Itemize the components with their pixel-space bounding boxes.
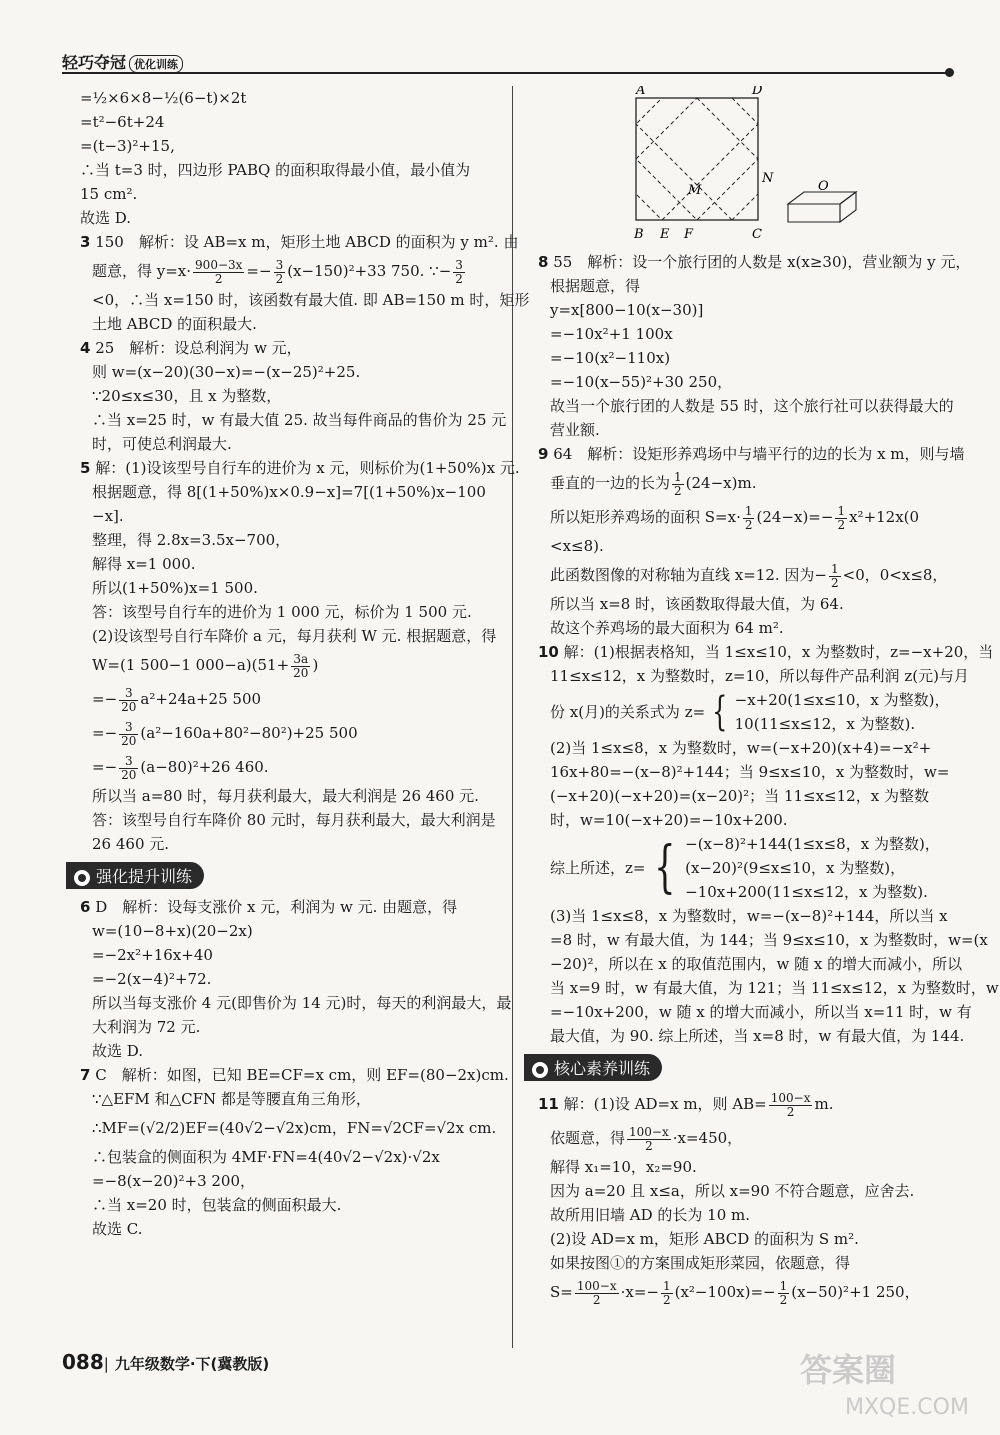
text-line: 所以(1+50%)x=1 500. bbox=[92, 579, 258, 597]
crown-icon bbox=[74, 870, 90, 886]
text-line: ∴当 x=20 时，包装盒的侧面积最大. bbox=[92, 1196, 342, 1214]
label-O: O bbox=[818, 179, 829, 194]
section-title: 核心素养训练 bbox=[554, 1059, 651, 1078]
numerator: 3 bbox=[275, 257, 284, 272]
text-line: 时，w=10(−x+20)=−10x+200. bbox=[550, 811, 788, 829]
square-outline bbox=[636, 98, 758, 220]
text-line: y=x[800−10(x−30)] bbox=[550, 301, 704, 319]
text-span: (24−x)m. bbox=[685, 474, 757, 492]
text-line: 故所用旧墙 AD 的长为 10 m. bbox=[550, 1206, 751, 1224]
piecewise-summary bbox=[550, 832, 958, 904]
label-N: N bbox=[762, 171, 774, 186]
dashed-folds bbox=[636, 98, 758, 220]
text-line: 故当一个旅行团的人数是 55 时，这个旅行社可以获得最大的 bbox=[550, 397, 954, 415]
crown-icon bbox=[532, 1062, 548, 1078]
denominator: 2 bbox=[674, 483, 682, 498]
fraction bbox=[661, 1280, 673, 1307]
numerator: 1 bbox=[674, 469, 682, 484]
text-line: 26 460 元. bbox=[92, 835, 170, 853]
numerator: 1 bbox=[779, 1278, 788, 1293]
text-span: (a−80)²+26 460. bbox=[140, 758, 269, 776]
question-11 bbox=[538, 1087, 958, 1309]
text-line: 解得 x₁=10，x₂=90. bbox=[550, 1158, 697, 1176]
numerator: 1 bbox=[662, 1278, 671, 1293]
text-line: 解得 x=1 000. bbox=[92, 555, 196, 573]
label-E: E bbox=[660, 227, 670, 242]
fraction bbox=[193, 259, 244, 286]
text-line: 故选 D. bbox=[80, 209, 132, 227]
section-title: 强化提升训练 bbox=[96, 867, 193, 886]
denominator: 2 bbox=[786, 1104, 795, 1119]
text-line: 整理，得 2.8x=3.5x−700， bbox=[92, 531, 291, 549]
book-title: 九年级数学·下(冀教版) bbox=[114, 1355, 270, 1373]
question-number: 5 bbox=[80, 459, 91, 477]
fraction bbox=[119, 721, 138, 748]
text-span: a²+24a+25 500 bbox=[140, 690, 262, 708]
label-M: M bbox=[688, 183, 702, 198]
text-line: 55 解析：设一个旅行团的人数是 x(x≥30)，营业额为 y 元， bbox=[553, 253, 971, 271]
denominator: 20 bbox=[121, 733, 137, 748]
text-line: (2)设该型号自行车降价 a 元，每月获利 W 元. 根据题意，得 bbox=[92, 627, 497, 645]
text-line: 所以当 x=8 时，该函数取得最大值，为 64. bbox=[550, 595, 844, 613]
text-line: w=(10−8+x)(20−2x) bbox=[92, 922, 253, 940]
text-span: ·x=− bbox=[620, 1283, 659, 1301]
text-line: −20)²，所以在 x 的取值范围内，w 随 x 的增大而减小，所以 bbox=[550, 955, 963, 973]
text-line: 所以当每支涨价 4 元(即售价为 14 元)时，每天的利润最大，最 bbox=[92, 994, 512, 1012]
question-5 bbox=[80, 456, 520, 856]
denominator: 2 bbox=[275, 271, 284, 286]
numerator: 3 bbox=[119, 755, 138, 769]
text-span: 题意，得 y=x· bbox=[92, 262, 192, 280]
text-span: =− bbox=[92, 758, 118, 776]
fraction bbox=[119, 755, 138, 782]
text-line: ∴MF=(√2/2)EF=(40√2−√2x)cm，FN=√2CF=√2x cm. bbox=[92, 1119, 497, 1137]
case-line: −10x+200(11≤x≤12，x 为整数). bbox=[685, 883, 928, 901]
text-line: 故这个养鸡场的最大面积为 64 m². bbox=[550, 619, 784, 637]
text-line: 150 解析：设 AB=x m，矩形土地 ABCD 的面积为 y m². 由 bbox=[95, 233, 519, 251]
text-line: =(t−3)²+15, bbox=[80, 137, 175, 155]
fraction bbox=[119, 687, 138, 714]
label-B: B bbox=[634, 227, 644, 242]
text-line: 25 解析：设总利润为 w 元， bbox=[95, 339, 302, 357]
text-line: ∴包装盒的侧面积为 4MF·FN=4(40√2−√2x)·√2x bbox=[92, 1148, 440, 1166]
text-line: 16x+80=−(x−8)²+144；当 9≤x≤10，x 为整数时，w= bbox=[550, 763, 950, 781]
right-column bbox=[538, 86, 999, 1309]
question-9 bbox=[538, 442, 965, 640]
footer-separator: | bbox=[103, 1355, 109, 1373]
section-banner-strengthen bbox=[66, 862, 204, 889]
piecewise-cases bbox=[685, 832, 940, 904]
fraction bbox=[453, 259, 465, 286]
text-line: 因为 a=20 且 x≤a，所以 x=90 不符合题意，应舍去. bbox=[550, 1182, 915, 1200]
numerator: 100−x bbox=[629, 1124, 669, 1139]
text-span: (x²−100x)=− bbox=[674, 1283, 776, 1301]
numerator: 3a bbox=[291, 653, 310, 667]
text-line: 如果按图①的方案围成矩形菜园，依题意，得 bbox=[550, 1254, 851, 1272]
numerator: 1 bbox=[744, 503, 753, 518]
text-line: ∵△EFM 和△CFN 都是等腰直角三角形， bbox=[92, 1090, 371, 1108]
denominator: 2 bbox=[645, 1138, 653, 1153]
fraction bbox=[291, 653, 310, 680]
page-header bbox=[62, 50, 952, 74]
fraction bbox=[829, 563, 841, 590]
denominator: 2 bbox=[592, 1292, 601, 1307]
text-line: −x]. bbox=[92, 507, 124, 525]
text-line: =−10x²+1 100x bbox=[550, 325, 673, 343]
piecewise-cases bbox=[735, 688, 950, 736]
header-rule bbox=[62, 72, 952, 74]
section-banner-core bbox=[524, 1054, 662, 1081]
case-line: −(x−8)²+144(1≤x≤8，x 为整数)， bbox=[685, 835, 940, 853]
numerator: 3 bbox=[119, 687, 138, 701]
text-span: (x−50)²+1 250， bbox=[791, 1283, 920, 1301]
question-7 bbox=[80, 1063, 509, 1241]
text-span: <0，0<x≤8， bbox=[842, 566, 948, 584]
text-line: =−10(x−55)²+30 250， bbox=[550, 373, 733, 391]
text-line: 64 解析：设矩形养鸡场中与墙平行的边的长为 x m，则与墙 bbox=[553, 445, 965, 463]
denominator: 2 bbox=[744, 517, 753, 532]
question-number: 3 bbox=[80, 233, 91, 251]
numerator: 100−x bbox=[576, 1278, 617, 1293]
fraction bbox=[769, 1092, 813, 1119]
text-line: D 解析：设每支涨价 x 元，利润为 w 元. 由题意，得 bbox=[95, 898, 458, 916]
text-span: 综上所述，z= bbox=[550, 859, 646, 877]
label-F: F bbox=[684, 227, 694, 242]
denominator: 20 bbox=[121, 699, 137, 714]
label-D: D bbox=[752, 86, 763, 98]
logo-text: 轻巧夺冠 bbox=[62, 53, 127, 72]
fraction bbox=[274, 259, 286, 286]
text-line: 土地 ABCD 的面积最大. bbox=[92, 315, 257, 333]
text-line: 根据题意，得 bbox=[550, 277, 641, 295]
denominator: 2 bbox=[837, 517, 846, 532]
fraction bbox=[835, 505, 847, 532]
denominator: 20 bbox=[293, 665, 309, 680]
geometry-figure bbox=[538, 86, 868, 246]
fraction bbox=[672, 471, 684, 498]
text-line: C 解析：如图，已知 BE=CF=x cm，则 EF=(80−2x)cm. bbox=[95, 1066, 509, 1084]
text-line: (2)设 AD=x m，矩形 ABCD 的面积为 S m². bbox=[550, 1230, 859, 1248]
watermark-url: MXQE.COM bbox=[845, 1395, 969, 1420]
text-line: 当 x=9 时，w 有最大值，为 121；当 11≤x≤12，x 为整数时，w bbox=[550, 979, 999, 997]
question-number: 9 bbox=[538, 445, 549, 463]
header-dot-icon bbox=[945, 68, 954, 77]
text-line: =−8(x−20)²+3 200， bbox=[92, 1172, 256, 1190]
case-line: 10(11≤x≤12，x 为整数). bbox=[734, 715, 916, 733]
question-number: 8 bbox=[538, 253, 549, 271]
text-line: <0，∴当 x=150 时，该函数有最大值. 即 AB=150 m 时，矩形 bbox=[92, 291, 530, 309]
denominator: 2 bbox=[831, 575, 839, 590]
numerator: 900−3x bbox=[195, 257, 243, 272]
question-number: 6 bbox=[80, 898, 91, 916]
question-3 bbox=[80, 230, 530, 336]
numerator: 3 bbox=[455, 257, 463, 272]
text-span: (x−150)²+33 750. ∵− bbox=[287, 262, 452, 280]
fraction bbox=[778, 1280, 790, 1307]
denominator: 2 bbox=[455, 271, 463, 286]
text-line: 时，可使总利润最大. bbox=[92, 435, 232, 453]
left-column bbox=[80, 86, 530, 1241]
text-line: =−2(x−4)²+72. bbox=[92, 970, 212, 988]
text-line: 解：(1)设该型号自行车的进价为 x 元，则标价为(1+50%)x 元. bbox=[95, 459, 520, 477]
text-line: (3)当 1≤x≤8，x 为整数时，w=−(x−8)²+144，所以当 x bbox=[550, 907, 948, 925]
numerator: 3 bbox=[119, 721, 138, 735]
question-number: 11 bbox=[538, 1095, 559, 1113]
denominator: 20 bbox=[121, 767, 137, 782]
numerator: 1 bbox=[837, 503, 846, 518]
text-line: 答：该型号自行车降价 80 元时，每月获利最大，最大利润是 bbox=[92, 811, 496, 829]
numerator: 100−x bbox=[770, 1090, 811, 1105]
text-line: 故选 C. bbox=[92, 1220, 143, 1238]
text-line: ∴当 t=3 时，四边形 PABQ 的面积取得最小值，最小值为 bbox=[80, 161, 471, 179]
text-span: ·x=450， bbox=[672, 1129, 743, 1147]
text-span: 此函数图像的对称轴为直线 x=12. 因为− bbox=[550, 566, 827, 584]
denominator: 2 bbox=[662, 1292, 671, 1307]
brace-icon: { bbox=[654, 835, 676, 900]
label-A: A bbox=[636, 86, 646, 98]
text-line: 答：该型号自行车的进价为 1 000 元，标价为 1 500 元. bbox=[92, 603, 472, 621]
question-10 bbox=[538, 640, 999, 1048]
text-span: 份 x(月)的关系式为 z= bbox=[550, 703, 706, 721]
page-number: 088 bbox=[62, 1350, 104, 1374]
text-line: =−10(x²−110x) bbox=[550, 349, 671, 367]
brand-logo bbox=[62, 50, 183, 73]
question-6 bbox=[80, 895, 512, 1063]
text-line: 11≤x≤12，x 为整数时，z=10，所以每件产品利润 z(元)与月 bbox=[550, 667, 969, 685]
text-line: =½×6×8−½(6−t)×2t bbox=[80, 89, 247, 107]
text-span: =− bbox=[92, 724, 118, 742]
text-line: 大利润为 72 元. bbox=[92, 1018, 201, 1036]
text-line: 营业额. bbox=[550, 421, 600, 439]
text-line: (−x+20)(−x+20)=(x−20)²；当 11≤x≤12，x 为整数 bbox=[550, 787, 929, 805]
text-line: ∵20≤x≤30，且 x 为整数， bbox=[92, 387, 282, 405]
text-line: 15 cm². bbox=[80, 185, 138, 203]
text-span: S= bbox=[550, 1283, 573, 1301]
fraction bbox=[743, 505, 755, 532]
case-line: −x+20(1≤x≤10，x 为整数)， bbox=[734, 691, 950, 709]
text-span: (a²−160a+80²−80²)+25 500 bbox=[140, 724, 358, 742]
page-footer bbox=[62, 1350, 269, 1374]
question-8 bbox=[538, 250, 971, 442]
text-line: 最大值，为 90. 综上所述，当 x=8 时，w 有最大值，为 144. bbox=[550, 1027, 965, 1045]
text-span: (24−x)=− bbox=[756, 508, 834, 526]
text-line: 所以当 a=80 时，每月获利最大，最大利润是 26 460 元. bbox=[92, 787, 479, 805]
fraction bbox=[575, 1280, 619, 1307]
brace-icon: { bbox=[712, 689, 728, 735]
fraction bbox=[627, 1126, 671, 1153]
text-line: 则 w=(x−20)(30−x)=−(x−25)²+25. bbox=[92, 363, 361, 381]
question-4 bbox=[80, 336, 507, 456]
text-span: x²+12x(0 bbox=[849, 508, 920, 526]
case-line: (x−20)²(9≤x≤10，x 为整数)， bbox=[685, 859, 906, 877]
text-line: (2)当 1≤x≤8，x 为整数时，w=(−x+20)(x+4)=−x²+ bbox=[550, 739, 932, 757]
text-span: 依题意，得 bbox=[550, 1129, 626, 1147]
text-line: =−10x+200，w 随 x 的增大而减小，所以当 x=11 时，w 有 bbox=[550, 1003, 972, 1021]
text-span: ) bbox=[312, 656, 319, 674]
text-line: =−2x²+16x+40 bbox=[92, 946, 213, 964]
denominator: 2 bbox=[779, 1292, 788, 1307]
question-number: 7 bbox=[80, 1066, 91, 1084]
denominator: 2 bbox=[214, 271, 223, 286]
question-number: 4 bbox=[80, 339, 91, 357]
piecewise-z bbox=[550, 688, 958, 736]
text-line: 解：(1)根据表格知，当 1≤x≤10，x 为整数时，z=−x+20，当 bbox=[563, 643, 994, 661]
text-line: <x≤8). bbox=[550, 537, 604, 555]
label-C: C bbox=[752, 227, 762, 242]
text-span: =− bbox=[92, 690, 118, 708]
text-span: 所以矩形养鸡场的面积 S=x· bbox=[550, 508, 741, 526]
text-line: 根据题意，得 8[(1+50%)x×0.9−x]=7[(1+50%)x−100 bbox=[92, 483, 486, 501]
question-number: 10 bbox=[538, 643, 559, 661]
text-span: m. bbox=[814, 1095, 834, 1113]
text-line: =t²−6t+24 bbox=[80, 113, 165, 131]
watermark-logo: 答案圈 bbox=[800, 1351, 897, 1389]
text-line: 故选 D. bbox=[92, 1042, 144, 1060]
text-line: =8 时，w 有最大值，为 144；当 9≤x≤10，x 为整数时，w=(x bbox=[550, 931, 988, 949]
text-span: 垂直的一边的长为 bbox=[550, 474, 671, 492]
text-span: 解：(1)设 AD=x m，则 AB= bbox=[563, 1095, 767, 1113]
box-drawing bbox=[788, 192, 856, 222]
column-divider bbox=[512, 86, 513, 1348]
text-line: ∴当 x=25 时，w 有最大值 25. 故当每件商品的售价为 25 元 bbox=[92, 411, 507, 429]
text-span: =− bbox=[246, 262, 272, 280]
logo-sub: 优化训练 bbox=[129, 55, 183, 73]
numerator: 1 bbox=[831, 561, 839, 576]
text-span: W=(1 500−1 000−a)(51+ bbox=[92, 656, 290, 674]
